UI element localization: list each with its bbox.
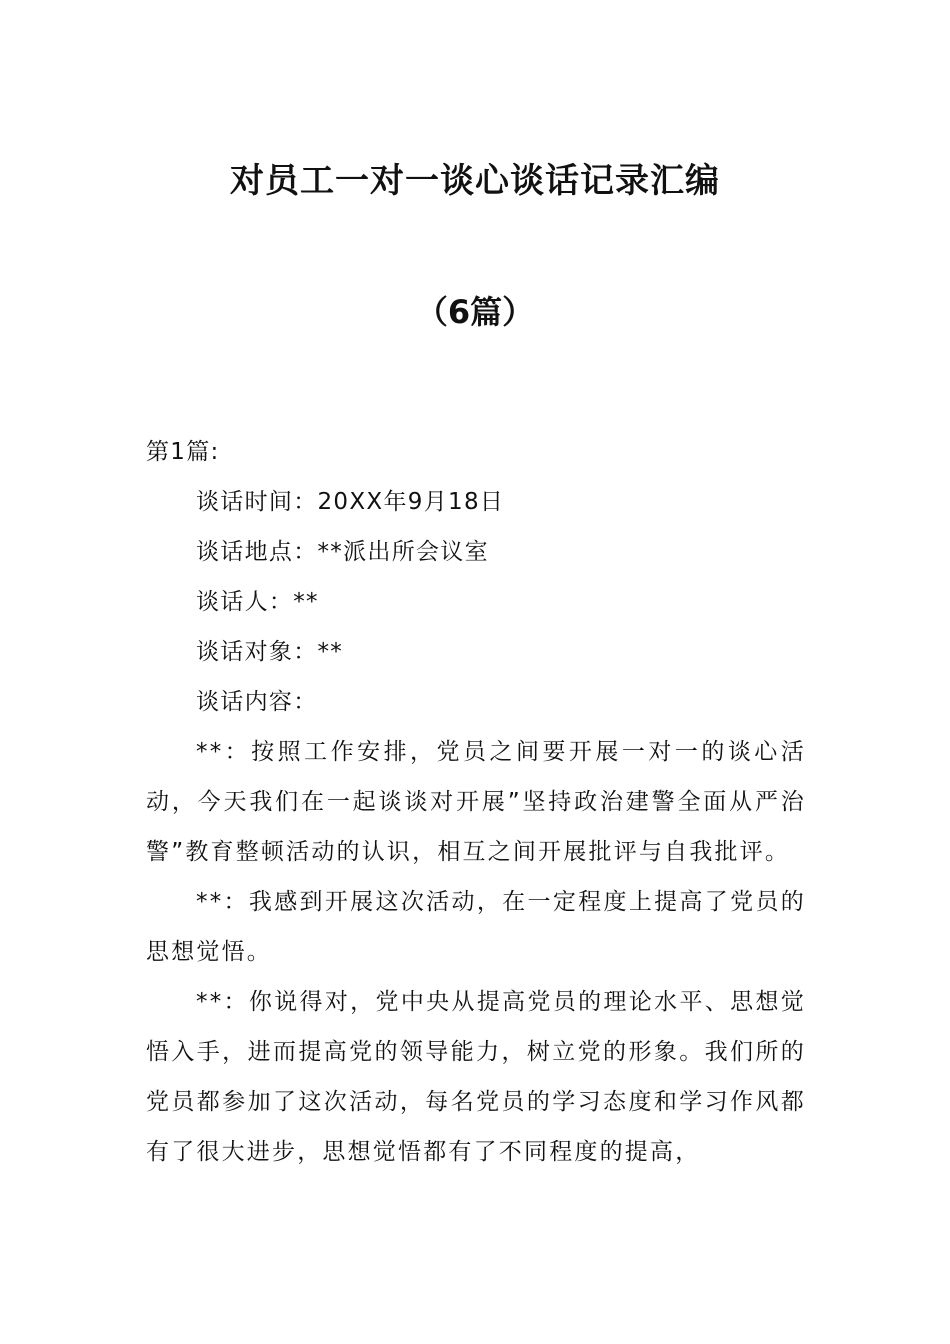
- meta-content-label: 谈话内容：: [196, 689, 318, 715]
- meta-speaker: 谈话人：**: [196, 589, 319, 615]
- meta-place: 谈话地点：**派出所会议室: [196, 539, 489, 565]
- dialogue-paragraph-3: **：你说得对，党中央从提高党员的理论水平、思想觉悟入手，进而提高党的领导能力，树立党的形象。我们所的党员都参加了这次活动，每名党员的学习态度和学习作风都有了很大进步，思想觉悟都有了不同程度的提高，: [146, 989, 806, 1165]
- document-subtitle: （6篇）: [415, 293, 535, 331]
- meta-target: 谈话对象：**: [196, 639, 344, 665]
- section-heading: 第1篇:: [146, 439, 220, 465]
- dialogue-paragraph-2: **：我感到开展这次活动，在一定程度上提高了党员的思想觉悟。: [146, 889, 806, 965]
- dialogue-paragraph-1: **：按照工作安排，党员之间要开展一对一的谈心活动，今天我们在一起谈谈对开展”坚持政治建警全面从严治警”教育整顿活动的认识，相互之间开展批评与自我批评。: [146, 739, 806, 865]
- meta-time: 谈话时间：20XX年9月18日: [196, 489, 505, 515]
- document-title: 对员工一对一谈心谈话记录汇编: [230, 161, 720, 201]
- document-body: [146, 427, 806, 1177]
